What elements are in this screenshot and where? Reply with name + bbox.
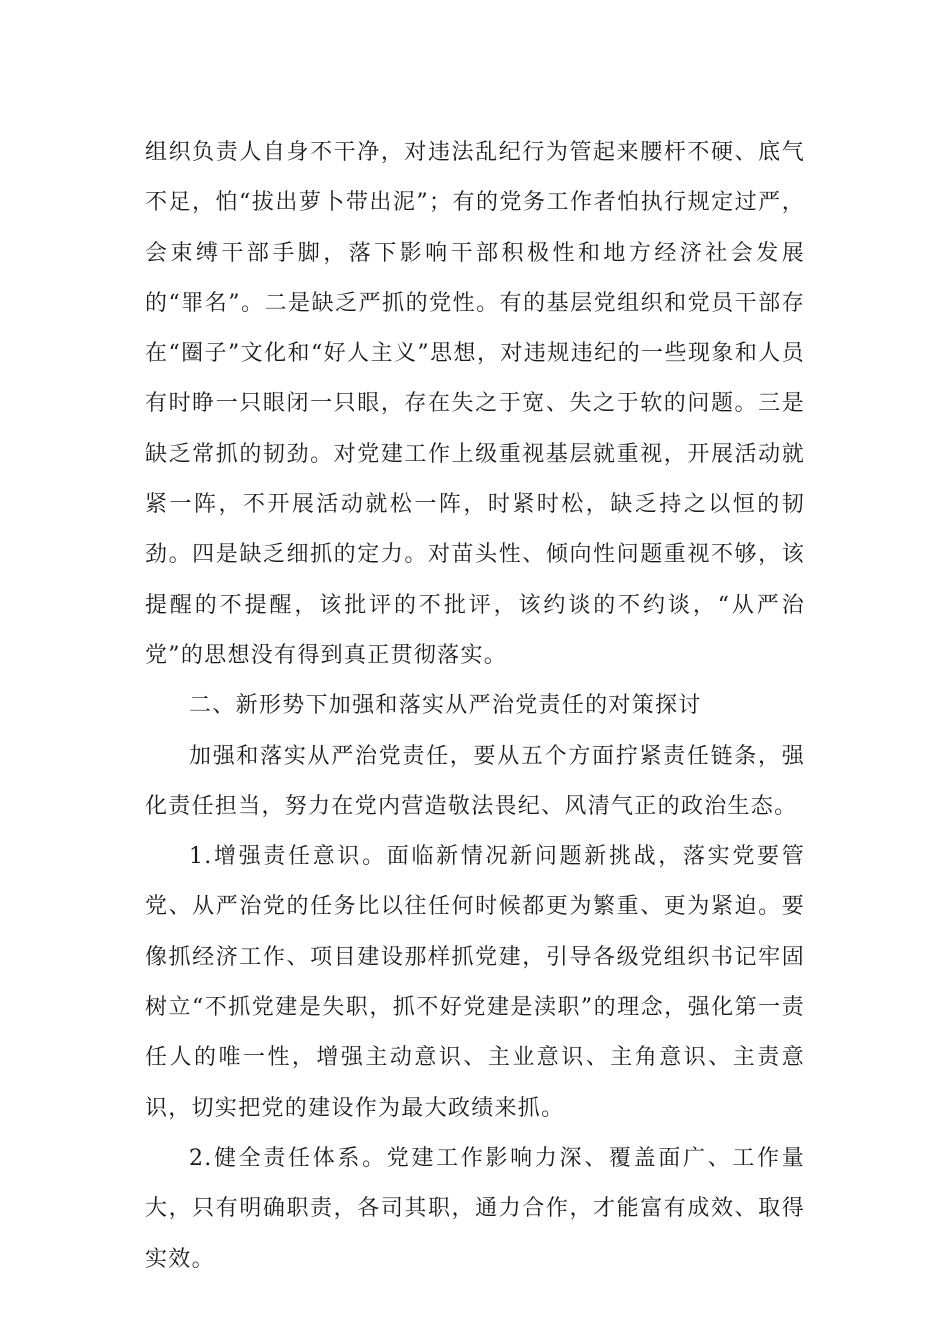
section-heading: 二、新形势下加强和落实从严治党责任的对策探讨 <box>189 693 702 719</box>
paragraph-intro: 加强和落实从严治党责任，要从五个方面拧紧责任链条，强化责任担当，努力在党内营造敬法畏纪、风清气正的政治生态。 <box>145 743 805 819</box>
paragraph-item-2: 2.健全责任体系。党建工作影响力深、覆盖面广、工作量大，只有明确职责，各司其职，通力合作，才能富有成效、取得实效。 <box>145 1145 805 1272</box>
document-body <box>145 128 805 1285</box>
paragraph-item-1: 1.增强责任意识。面临新情况新问题新挑战，落实党要管党、从严治党的任务比以往任何时候都更为繁重、更为紧迫。要像抓经济工作、项目建设那样抓党建，引导各级党组织书记牢固树立“不抓党建是失职，抓不好党建是渎职”的理念，强化第一责任人的唯一性，增强主动意识、主业意识、主角意识、主责意识，切实把党的建设作为最大政绩来抓。 <box>145 844 805 1121</box>
paragraph-continued: 组织负责人自身不干净，对违法乱纪行为管起来腰杆不硬、底气不足，怕“拔出萝卜带出泥”；有的党务工作者怕执行规定过严，会束缚干部手脚，落下影响干部积极性和地方经济社会发展的“罪名”。二是缺乏严抓的党性。有的基层党组织和党员干部存在“圈子”文化和“好人主义”思想，对违规违纪的一些现象和人员有时睁一只眼闭一只眼，存在失之于宽、失之于软的问题。三是缺乏常抓的韧劲。对党建工作上级重视基层就重视，开展活动就紧一阵，不开展活动就松一阵，时紧时松，缺乏持之以恒的韧劲。四是缺乏细抓的定力。对苗头性、倾向性问题重视不够，该提醒的不提醒，该批评的不批评，该约谈的不约谈，“从严治党”的思想没有得到真正贯彻落实。 <box>145 140 805 668</box>
